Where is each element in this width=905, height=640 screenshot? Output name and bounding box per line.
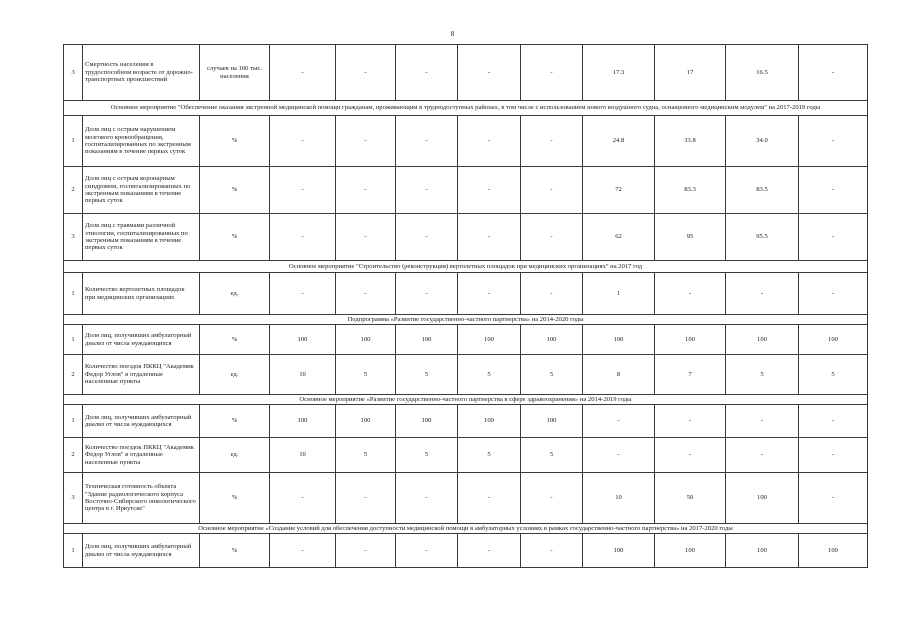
value-cell: - [655,438,726,473]
value-cell: 100 [726,473,799,524]
value-cell: - [458,534,521,568]
value-cell: 100 [336,325,396,355]
row-number: 2 [64,167,83,214]
section-row [64,395,868,405]
value-cell: 5 [458,438,521,473]
value-cell: - [726,405,799,438]
value-cell: - [521,473,583,524]
value-cell: - [583,405,655,438]
value-cell: 72 [583,167,655,214]
value-cell: 100 [521,325,583,355]
value-cell: 100 [336,405,396,438]
value-cell: - [336,116,396,167]
unit-cell: % [200,325,270,355]
section-row [64,101,868,116]
section-row [64,524,868,534]
value-cell: 5 [726,355,799,395]
value-cell: - [521,273,583,315]
value-cell: 5 [799,355,868,395]
value-cell: - [799,473,868,524]
value-cell: 100 [583,325,655,355]
indicator-name: Доля лиц, получивших амбулаторный диализ от числа нуждающихся [83,534,200,568]
value-cell: - [336,473,396,524]
value-cell: - [270,214,336,261]
indicator-name: Доля лиц с острым коронарным синдромом, госпитализированных по экстренным показаниям в течение первых суток [83,167,200,214]
value-cell: - [583,438,655,473]
value-cell: 5 [396,438,458,473]
value-cell: 5 [458,355,521,395]
page-number: 8 [450,30,455,38]
value-cell: 100 [396,405,458,438]
value-cell: - [458,473,521,524]
indicator-name: Количество поездок ПККЦ "Академик Федор Углов" в отдаленные населенные пункты [83,355,200,395]
unit-cell: % [200,405,270,438]
value-cell: 50 [655,473,726,524]
value-cell: 17.3 [583,45,655,101]
section-title: Основное мероприятие "Обеспечение оказания экстренной медицинской помощи гражданам, проживающим в труднодоступных районах, в том числе с использованием нового воздушного судна, оснащенного медицинским модулем" на 2017-2019 годы [64,101,868,116]
unit-cell: случаев на 100 тыс. населения [200,45,270,101]
section-title: Подпрограмма «Развитие государственно-частного партнерства» на 2014-2020 годы [64,315,868,325]
value-cell: - [396,167,458,214]
value-cell: 100 [583,534,655,568]
value-cell: 100 [458,325,521,355]
table-row [64,45,868,101]
row-number: 1 [64,405,83,438]
indicators-table [63,44,868,568]
value-cell: - [799,45,868,101]
value-cell: 10 [270,438,336,473]
value-cell: 100 [799,534,868,568]
value-cell: - [396,214,458,261]
table-row [64,534,868,568]
row-number: 1 [64,325,83,355]
unit-cell: % [200,534,270,568]
indicator-name: Доля лиц с травмами различной этиологии, госпитализированных по экстренным показаниям в течение первых суток [83,214,200,261]
value-cell: - [396,116,458,167]
value-cell: 83.5 [726,167,799,214]
indicator-name: Доля лиц, получивших амбулаторный диализ от числа нуждающихся [83,405,200,438]
indicator-name: Доля лиц с острым нарушением мозгового кровообращения, госпитализированных по экстренным показаниям в течение первых суток [83,116,200,167]
table-row [64,116,868,167]
value-cell: 1 [583,273,655,315]
value-cell: 100 [396,325,458,355]
value-cell: - [396,534,458,568]
value-cell: 100 [655,534,726,568]
value-cell: - [458,214,521,261]
value-cell: - [336,273,396,315]
row-number: 1 [64,534,83,568]
value-cell: - [521,534,583,568]
value-cell: 95.5 [726,214,799,261]
row-number: 1 [64,273,83,315]
value-cell: 100 [799,325,868,355]
value-cell: - [270,273,336,315]
table-row [64,405,868,438]
value-cell: - [336,534,396,568]
unit-cell: % [200,167,270,214]
value-cell: 16.5 [726,45,799,101]
value-cell: - [726,273,799,315]
value-cell: 100 [270,405,336,438]
value-cell: 100 [726,534,799,568]
value-cell: - [396,45,458,101]
value-cell: 100 [458,405,521,438]
unit-cell: ед. [200,355,270,395]
value-cell: - [799,405,868,438]
value-cell: - [270,473,336,524]
value-cell: 24.8 [583,116,655,167]
value-cell: 7 [655,355,726,395]
row-number: 2 [64,438,83,473]
value-cell: 83.3 [655,167,726,214]
unit-cell: ед. [200,438,270,473]
row-number: 2 [64,355,83,395]
section-title: Основное мероприятие «Создание условий для обеспечения доступности медицинской помощи в амбулаторных условиях в рамках государственно-частного партнерства» на 2017-2020 годы [64,524,868,534]
table-row [64,325,868,355]
row-number: 1 [64,116,83,167]
value-cell: 5 [521,438,583,473]
indicator-name: Техническая готовность объекта "Здание радиологического корпуса Восточно-Сибирского онкологического центра в г. Иркутске" [83,473,200,524]
table-row [64,167,868,214]
unit-cell: % [200,214,270,261]
value-cell: 17 [655,45,726,101]
value-cell: - [799,438,868,473]
value-cell: - [655,273,726,315]
value-cell: - [458,273,521,315]
indicator-name: Доля лиц, получивших амбулаторный диализ от числа нуждающихся [83,325,200,355]
value-cell: - [270,167,336,214]
value-cell: 100 [655,325,726,355]
value-cell: 5 [521,355,583,395]
value-cell: 95 [655,214,726,261]
indicator-name: Количество поездок ПККЦ "Академик Федор Углов" в отдаленные населенные пункты [83,438,200,473]
table-row [64,438,868,473]
value-cell: 62 [583,214,655,261]
value-cell: - [336,167,396,214]
section-title: Основное мероприятие «Развитие государственно-частного партнерства в сфере здравоохранения» на 2014-2019 годы [64,395,868,405]
value-cell: - [270,534,336,568]
unit-cell: ед. [200,273,270,315]
value-cell: 10 [270,355,336,395]
value-cell: - [270,45,336,101]
section-title: Основное мероприятие "Строительство (реконструкция) вертолетных площадок при медицинских организациях" на 2017 год [64,261,868,273]
value-cell: - [726,438,799,473]
table-row [64,473,868,524]
value-cell: - [521,45,583,101]
row-number: 3 [64,473,83,524]
value-cell: - [336,214,396,261]
value-cell: 5 [336,438,396,473]
value-cell: - [521,167,583,214]
value-cell: 100 [726,325,799,355]
value-cell: - [396,273,458,315]
value-cell: 5 [336,355,396,395]
section-row [64,261,868,273]
value-cell: - [799,214,868,261]
value-cell: - [458,45,521,101]
table-row [64,273,868,315]
value-cell: - [799,273,868,315]
row-number: 3 [64,45,83,101]
value-cell: - [521,214,583,261]
value-cell: 33.8 [655,116,726,167]
value-cell: - [270,116,336,167]
value-cell: 10 [583,473,655,524]
value-cell: 34.0 [726,116,799,167]
value-cell: - [799,167,868,214]
value-cell: - [458,116,521,167]
value-cell: - [655,405,726,438]
value-cell: - [521,116,583,167]
value-cell: 5 [396,355,458,395]
indicator-name: Смертность населения в трудоспособном возрасте от дорожно-транспортных происшествий [83,45,200,101]
value-cell: - [336,45,396,101]
value-cell: - [458,167,521,214]
unit-cell: % [200,473,270,524]
value-cell: 8 [583,355,655,395]
indicator-name: Количество вертолетных площадок при медицинских организациях [83,273,200,315]
value-cell: 100 [270,325,336,355]
unit-cell: % [200,116,270,167]
table-row [64,214,868,261]
table-row [64,355,868,395]
section-row [64,315,868,325]
row-number: 3 [64,214,83,261]
value-cell: - [799,116,868,167]
value-cell: 100 [521,405,583,438]
value-cell: - [396,473,458,524]
table-body [64,45,868,568]
